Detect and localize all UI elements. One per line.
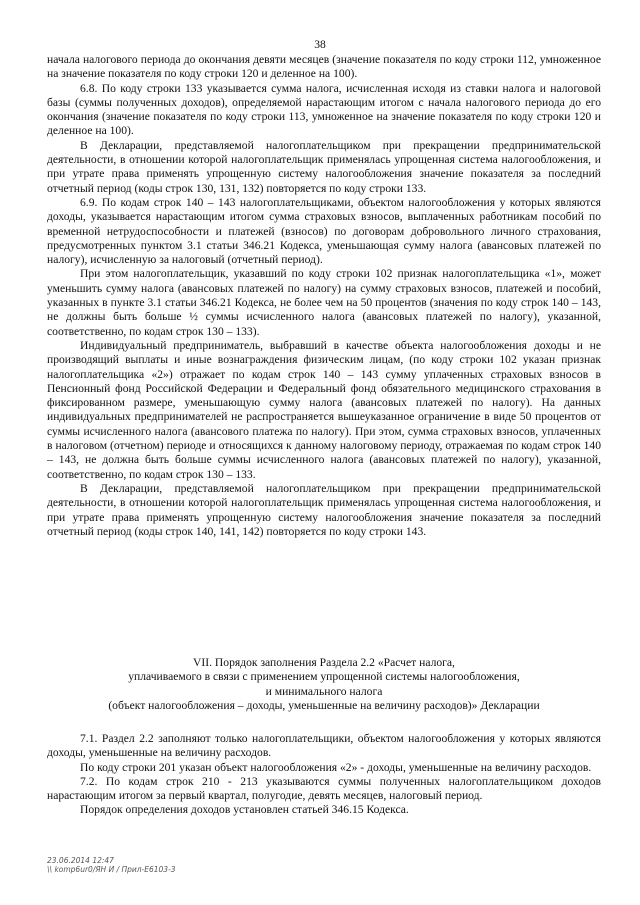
section-body	[47, 732, 601, 818]
paragraph: 6.8. По коду строки 133 указывается сумма налога, исчисленная исходя из ставки налога и налоговой базы (суммы полученных доходов), определяемой нарастающим итогом с начала налогового периода до его окончания (значение показателя по коду строки 113, умноженное на значение показателя по коду строки 120 и деленное на 100).	[47, 81, 601, 138]
file-path-stamp: \\ komp6ur0/ЯН И / Прил-Е6103-3	[47, 865, 176, 874]
paragraph: По коду строки 201 указан объект налогообложения «2» - доходы, уменьшенные на величину расходов.	[80, 760, 592, 774]
paragraph: Порядок определения доходов установлен статьей 346.15 Кодекса.	[80, 803, 409, 817]
paragraph: В Декларации, представляемой налогоплательщиком при прекращении предпринимательской деятельности, в отношении которой налогоплательщик применялась упрощенная система налогообложения, и при утрате права применять упрощенную систему налогообложения значение показателя за последний отчетный период (коды строк 140, 141, 142) повторяется по коду строки 143.	[47, 481, 601, 538]
print-timestamp: 23.06.2014 12:47	[47, 856, 114, 865]
section-heading-line: (объект налогообложения – доходы, уменьшенные на величину расходов)» Декларации	[108, 698, 540, 712]
paragraph: 7.2. По кодам строк 210 - 213 указываются суммы полученных налогоплательщиком доходов нарастающим итогом за первый квартал, полугодие, девять месяцев, налоговый период.	[47, 774, 601, 803]
paragraph: 6.9. По кодам строк 140 – 143 налогоплательщиками, объектом налогообложения у которых являются доходы, указывается нарастающим итогом сумма страховых взносов, выплаченных работникам пособий по временной нетрудоспособности и платежей (взносов) по договорам добровольного личного страхования, предусмотренных пунктом 3.1 статьи 346.21 Кодекса, уменьшающая сумму налога (авансовых платежей по налогу), исчисленную за налоговый (отчетный период).	[47, 195, 601, 267]
paragraph: Индивидуальный предприниматель, выбравший в качестве объекта налогообложения доходы и не производящий выплаты и иные вознаграждения физическим лицам, (по коду строки 102 указан признак налогоплательщика «2») отражает по кодам строк 140 – 143 сумму уплаченных страховых взносов в Пенсионный фонд Российской Федерации и Федеральный фонд обязательного медицинского страхования в фиксированном размере, уменьшающую сумму налога (авансовых платежей по налогу). На данных индивидуальных предпринимателей не распространяется вышеуказанное ограничение в виде 50 процентов от суммы исчисленного налога (авансового платежа по налогу). При этом, сумма страховых взносов, уплаченных в налоговом (отчетном) периоде и относящихся к данному налоговому периоду, отражаемая по кодам строк 140 – 143, не должна быть больше суммы исчисленного налога (авансовых платежей по налогу), указанной, соответственно, по кодам строк 130 – 133.	[47, 338, 601, 481]
paragraph: При этом налогоплательщик, указавший по коду строки 102 признак налогоплательщика «1», может уменьшить сумму налога (авансовых платежей по налогу) на сумму страховых взносов, платежей и пособий, указанных в пункте 3.1 статьи 346.21 Кодекса, не более чем на 50 процентов (значения по коду строк 140 – 143, не должны быть больше ½ суммы исчисленного налога (авансовых платежей по налогу), указанной, соответственно, по кодам строк 130 – 133).	[47, 267, 601, 338]
page-number: 38	[314, 38, 326, 51]
section-heading-line: и минимального налога	[265, 684, 383, 698]
paragraph: В Декларации, представляемой налогоплательщиком при прекращении предпринимательской деятельности, в отношении которой налогоплательщик применялась упрощенная система налогообложения, и при утрате права применять упрощенную систему налогообложения значение показателя за последний отчетный период (коды строк 130, 131, 132) повторяется по коду строки 133.	[47, 138, 601, 195]
section-heading-line: VII. Порядок заполнения Раздела 2.2 «Расчет налога,	[193, 656, 455, 669]
paragraph: начала налогового периода до окончания девяти месяцев (значение показателя по коду строки 112, умноженное на значение показателя по коду строки 120 и деленное на 100).	[47, 53, 601, 81]
document-body	[47, 53, 601, 539]
paragraph: 7.1. Раздел 2.2 заполняют только налогоплательщики, объектом налогообложения у которых являются доходы, уменьшенные на величину расходов.	[47, 732, 601, 760]
section-heading-line: уплачиваемого в связи с применением упрощенной системы налогообложения,	[128, 670, 520, 684]
section-heading	[47, 656, 601, 713]
